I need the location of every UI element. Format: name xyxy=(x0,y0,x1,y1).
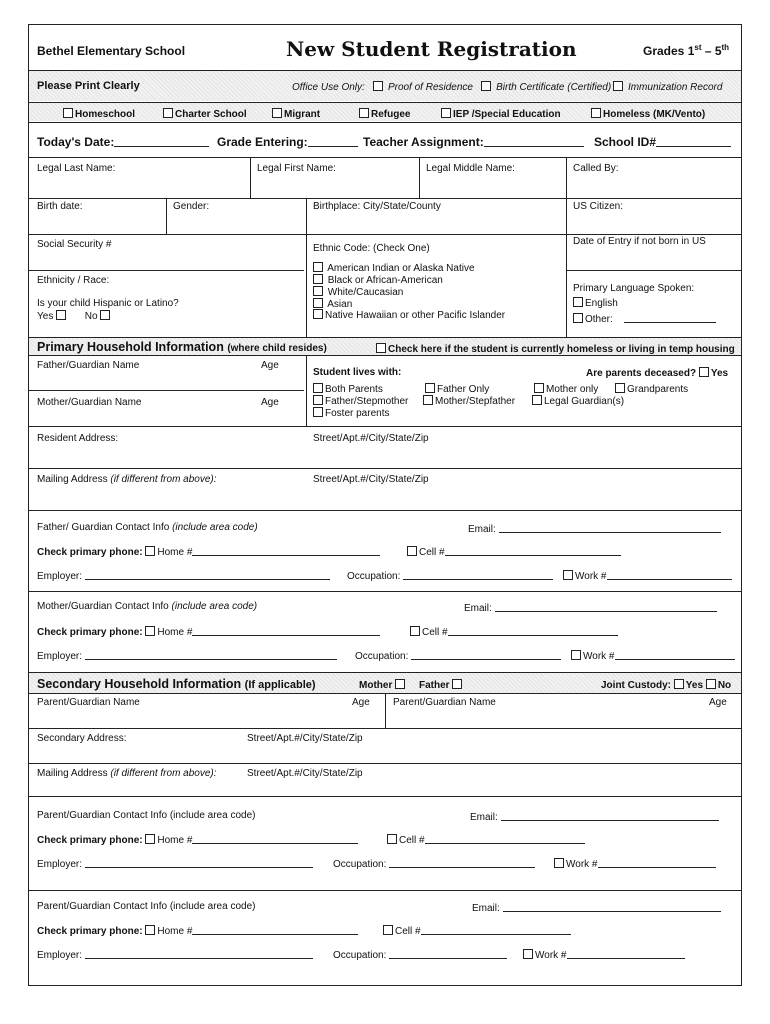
secondary-parent2-name-field[interactable]: Parent/Guardian Name xyxy=(393,697,496,708)
father-email-field[interactable]: Email: xyxy=(468,522,721,535)
secondary-employer-field[interactable]: Employer: xyxy=(37,857,313,870)
category-migrant[interactable]: Migrant xyxy=(272,108,320,120)
ethnic-checkbox[interactable] xyxy=(313,274,323,284)
secondary-household-heading: Secondary Household Information (If applicable) xyxy=(37,677,316,691)
category-iep[interactable]: IEP /Special Education xyxy=(441,108,561,120)
secondary2-home-checkbox[interactable] xyxy=(145,925,155,935)
hispanic-options: Yes No xyxy=(37,310,112,322)
mother-stepfather-checkbox[interactable] xyxy=(423,395,433,405)
mother-home-checkbox[interactable] xyxy=(145,626,155,636)
birthplace-field[interactable]: Birthplace: City/State/County xyxy=(313,201,441,212)
lives-with-option[interactable]: Mother/Stepfather xyxy=(423,395,515,407)
date-of-entry-field[interactable]: Date of Entry if not born in US xyxy=(573,236,706,247)
secondary-mother[interactable]: Mother xyxy=(359,679,407,691)
grades-label: Grades 1st – 5th xyxy=(643,43,730,58)
joint-custody-no-checkbox[interactable] xyxy=(706,679,716,689)
secondary-mailing-field[interactable]: Mailing Address (if different from above): xyxy=(37,768,217,779)
office-use-row: Office Use Only: Proof of Residence Birth Certificate (Certified) Immunization Record xyxy=(292,82,723,93)
father-work-field[interactable]: Work # xyxy=(563,569,732,582)
mailing-address-field[interactable]: Mailing Address (if different from above): xyxy=(37,474,217,485)
mother-cell-field[interactable]: Cell # xyxy=(410,625,618,638)
category-charter[interactable]: Charter School xyxy=(163,108,247,120)
father-occupation-field[interactable]: Occupation: xyxy=(347,569,553,582)
category-homeschool[interactable]: Homeschool xyxy=(63,108,135,120)
secondary2-email-field[interactable]: Email: xyxy=(472,901,721,914)
secondary-cell-checkbox[interactable] xyxy=(387,834,397,844)
father-age-field[interactable]: Age xyxy=(261,360,279,371)
father-stepmother-checkbox[interactable] xyxy=(313,395,323,405)
father-guardian-name-field[interactable]: Father/Guardian Name xyxy=(37,360,140,371)
form-title: New Student Registration xyxy=(286,37,577,61)
resident-address-field[interactable]: Resident Address: xyxy=(37,433,119,444)
english-checkbox[interactable] xyxy=(573,297,583,307)
birth-cert-checkbox[interactable] xyxy=(481,81,491,91)
legal-middle-name-field[interactable]: Legal Middle Name: xyxy=(426,163,515,174)
father-home-checkbox[interactable] xyxy=(145,546,155,556)
homeless-temp-housing[interactable]: Check here if the student is currently homeless or living in temp housing xyxy=(376,343,735,355)
mother-work-checkbox[interactable] xyxy=(571,650,581,660)
secondary2-cell-field[interactable]: Cell # xyxy=(383,924,571,937)
father-phone-row: Check primary phone: Home # xyxy=(37,545,380,558)
secondary-contact-label: Parent/Guardian Contact Info (include area code) xyxy=(37,810,256,821)
secondary2-employer-field[interactable]: Employer: xyxy=(37,948,313,961)
mother-guardian-name-field[interactable]: Mother/Guardian Name xyxy=(37,397,142,408)
secondary-mailing-street-label: Street/Apt.#/City/State/Zip xyxy=(247,768,363,779)
called-by-field[interactable]: Called By: xyxy=(573,163,619,174)
birth-date-field[interactable]: Birth date: xyxy=(37,201,83,212)
secondary-work-checkbox[interactable] xyxy=(554,858,564,868)
ethnic-option[interactable]: American Indian or Alaska Native xyxy=(313,262,475,274)
other-language-checkbox[interactable] xyxy=(573,313,583,323)
mother-phone-row: Check primary phone: Home # xyxy=(37,625,380,638)
ethnic-checkbox[interactable] xyxy=(313,262,323,272)
secondary-parent-name-field[interactable]: Parent/Guardian Name xyxy=(37,697,140,708)
lives-with-option[interactable]: Father Only xyxy=(425,383,489,395)
lives-with-option[interactable]: Foster parents xyxy=(313,407,389,419)
father-work-checkbox[interactable] xyxy=(563,570,573,580)
foster-parents-checkbox[interactable] xyxy=(313,407,323,417)
parents-deceased[interactable]: Are parents deceased? Yes xyxy=(586,368,729,379)
homeschool-checkbox[interactable] xyxy=(63,108,73,118)
resident-street-label: Street/Apt.#/City/State/Zip xyxy=(313,433,429,444)
father-contact-label: Father/ Guardian Contact Info (include area code) xyxy=(37,522,258,533)
secondary2-work-field[interactable]: Work # xyxy=(523,948,685,961)
please-print-label: Please Print Clearly xyxy=(37,80,140,92)
homeless-temp-checkbox[interactable] xyxy=(376,343,386,353)
primary-language-label: Primary Language Spoken: xyxy=(573,283,695,294)
school-name: Bethel Elementary School xyxy=(37,44,186,58)
ethnicity-race-label: Ethnicity / Race: xyxy=(37,275,110,286)
student-lives-with-label: Student lives with: xyxy=(313,367,402,378)
mother-only-checkbox[interactable] xyxy=(534,383,544,393)
mother-employer-field[interactable]: Employer: xyxy=(37,649,337,662)
lives-with-option[interactable]: Mother only xyxy=(534,383,598,395)
language-english[interactable]: English xyxy=(573,297,618,309)
mother-cell-checkbox[interactable] xyxy=(410,626,420,636)
father-only-checkbox[interactable] xyxy=(425,383,435,393)
parents-deceased-checkbox[interactable] xyxy=(699,367,709,377)
todays-date-field[interactable]: Today's Date: xyxy=(37,135,209,149)
secondary-parent-age-field[interactable]: Age xyxy=(352,697,370,708)
iep-checkbox[interactable] xyxy=(441,108,451,118)
ethnic-option[interactable]: Black or African-American xyxy=(313,274,443,286)
immunization-checkbox[interactable] xyxy=(613,81,623,91)
secondary-parent2-age-field[interactable]: Age xyxy=(709,697,727,708)
legal-first-name-field[interactable]: Legal First Name: xyxy=(257,163,336,174)
secondary2-phone-row: Check primary phone: Home # xyxy=(37,924,358,937)
ethnic-option[interactable]: Native Hawaiian or other Pacific Islander xyxy=(313,309,505,321)
ssn-field[interactable]: Social Security # xyxy=(37,239,112,250)
refugee-checkbox[interactable] xyxy=(359,108,369,118)
secondary-phone-row: Check primary phone: Home # xyxy=(37,833,358,846)
hispanic-no-checkbox[interactable] xyxy=(100,310,110,320)
lives-with-option[interactable]: Legal Guardian(s) xyxy=(532,395,624,407)
ethnic-checkbox[interactable] xyxy=(313,286,323,296)
legal-last-name-field[interactable]: Legal Last Name: xyxy=(37,163,116,174)
secondary2-work-checkbox[interactable] xyxy=(523,949,533,959)
grandparents-checkbox[interactable] xyxy=(615,383,625,393)
hispanic-question: Is your child Hispanic or Latino? xyxy=(37,298,179,309)
secondary-occupation-field[interactable]: Occupation: xyxy=(333,857,535,870)
category-refugee[interactable]: Refugee xyxy=(359,108,410,120)
father-cell-field[interactable]: Cell # xyxy=(407,545,621,558)
lives-with-option[interactable]: Father/Stepmother xyxy=(313,395,408,407)
secondary-father-checkbox[interactable] xyxy=(452,679,462,689)
joint-custody: Joint Custody: Yes No xyxy=(601,680,732,691)
mother-age-field[interactable]: Age xyxy=(261,397,279,408)
secondary-father[interactable]: Father xyxy=(419,679,464,691)
gender-field[interactable]: Gender: xyxy=(173,201,210,212)
secondary-contact2-label: Parent/Guardian Contact Info (include area code) xyxy=(37,901,256,912)
ethnic-checkbox[interactable] xyxy=(313,309,323,319)
secondary-mother-checkbox[interactable] xyxy=(395,679,405,689)
mailing-street-label: Street/Apt.#/City/State/Zip xyxy=(313,474,429,485)
category-homeless[interactable]: Homeless (MK/Vento) xyxy=(591,108,705,120)
mother-contact-label: Mother/Guardian Contact Info (include area code) xyxy=(37,601,258,612)
ethnic-option[interactable]: Asian xyxy=(313,298,352,310)
mother-work-field[interactable]: Work # xyxy=(571,649,735,662)
homeless-checkbox[interactable] xyxy=(591,108,601,118)
secondary-work-field[interactable]: Work # xyxy=(554,857,716,870)
lives-with-option[interactable]: Both Parents xyxy=(313,383,383,395)
secondary-email-field[interactable]: Email: xyxy=(470,810,719,823)
secondary-cell-field[interactable]: Cell # xyxy=(387,833,585,846)
hispanic-yes-checkbox[interactable] xyxy=(56,310,66,320)
secondary-address-field[interactable]: Secondary Address: xyxy=(37,733,127,744)
primary-household-heading: Primary Household Information (where child resides) xyxy=(37,340,327,354)
mother-email-field[interactable]: Email: xyxy=(464,601,717,614)
registration-form xyxy=(28,24,742,986)
secondary-home-checkbox[interactable] xyxy=(145,834,155,844)
secondary2-cell-checkbox[interactable] xyxy=(383,925,393,935)
father-cell-checkbox[interactable] xyxy=(407,546,417,556)
mother-occupation-field[interactable]: Occupation: xyxy=(355,649,561,662)
ethnic-option[interactable]: White/Caucasian xyxy=(313,286,403,298)
grade-entering-field[interactable]: Grade Entering: xyxy=(217,135,358,149)
charter-checkbox[interactable] xyxy=(163,108,173,118)
ethnic-code-label: Ethnic Code: (Check One) xyxy=(313,243,430,254)
ethnic-checkbox[interactable] xyxy=(313,298,323,308)
teacher-assignment-field[interactable]: Teacher Assignment: xyxy=(363,135,584,149)
migrant-checkbox[interactable] xyxy=(272,108,282,118)
father-employer-field[interactable]: Employer: xyxy=(37,569,330,582)
joint-custody-yes-checkbox[interactable] xyxy=(674,679,684,689)
both-parents-checkbox[interactable] xyxy=(313,383,323,393)
lives-with-option[interactable]: Grandparents xyxy=(615,383,688,395)
secondary-street-label: Street/Apt.#/City/State/Zip xyxy=(247,733,363,744)
school-id-field[interactable]: School ID# xyxy=(594,135,731,149)
proof-residence-checkbox[interactable] xyxy=(373,81,383,91)
language-other[interactable]: Other: xyxy=(573,312,716,325)
us-citizen-field[interactable]: US Citizen: xyxy=(573,201,624,212)
secondary2-occupation-field[interactable]: Occupation: xyxy=(333,948,507,961)
legal-guardian-checkbox[interactable] xyxy=(532,395,542,405)
